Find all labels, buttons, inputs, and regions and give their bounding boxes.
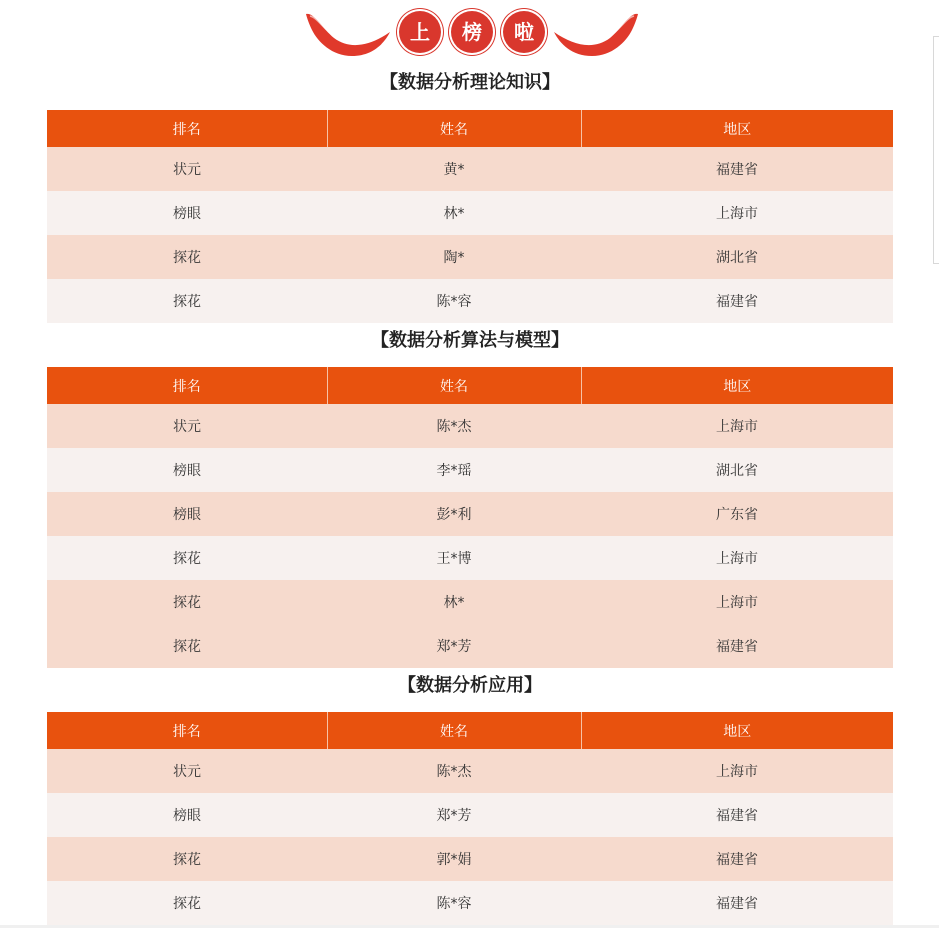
table-row xyxy=(47,404,893,448)
cell-rank: 探花 xyxy=(47,881,327,925)
cell-rank: 状元 xyxy=(47,749,327,793)
cell-rank: 榜眼 xyxy=(47,191,327,235)
cell-name: 林* xyxy=(327,580,581,624)
cell-region: 上海市 xyxy=(581,191,893,235)
cell-name: 陶* xyxy=(327,235,581,279)
cell-name: 陈*容 xyxy=(327,279,581,323)
ranking-table-application xyxy=(47,712,893,925)
cell-region: 福建省 xyxy=(581,793,893,837)
table-row xyxy=(47,448,893,492)
cell-region: 上海市 xyxy=(581,404,893,448)
ranking-banner xyxy=(300,4,640,60)
table-header-row xyxy=(47,110,893,147)
cell-name: 林* xyxy=(327,191,581,235)
ribbon-left-icon xyxy=(304,10,392,58)
banner-char-3: 啦 xyxy=(503,11,545,53)
cell-rank: 榜眼 xyxy=(47,448,327,492)
cell-rank: 状元 xyxy=(47,147,327,191)
header-rank: 排名 xyxy=(47,367,327,404)
cell-name: 李*瑶 xyxy=(327,448,581,492)
cell-region: 福建省 xyxy=(581,837,893,881)
cell-region: 福建省 xyxy=(581,881,893,925)
header-name: 姓名 xyxy=(327,367,581,404)
cell-rank: 探花 xyxy=(47,536,327,580)
table-row xyxy=(47,191,893,235)
cell-region: 上海市 xyxy=(581,749,893,793)
table-row xyxy=(47,837,893,881)
table-row xyxy=(47,793,893,837)
header-name: 姓名 xyxy=(327,110,581,147)
cell-name: 彭*利 xyxy=(327,492,581,536)
table-row xyxy=(47,279,893,323)
cell-rank: 探花 xyxy=(47,624,327,668)
cell-region: 湖北省 xyxy=(581,235,893,279)
cell-name: 陈*容 xyxy=(327,881,581,925)
cell-region: 福建省 xyxy=(581,279,893,323)
table-row xyxy=(47,536,893,580)
cell-rank: 榜眼 xyxy=(47,492,327,536)
cell-rank: 探花 xyxy=(47,279,327,323)
banner-char-2: 榜 xyxy=(451,11,493,53)
table-row xyxy=(47,235,893,279)
cell-name: 陈*杰 xyxy=(327,404,581,448)
cell-rank: 探花 xyxy=(47,837,327,881)
cell-region: 上海市 xyxy=(581,536,893,580)
table-header-row xyxy=(47,712,893,749)
table-row xyxy=(47,580,893,624)
cell-name: 郑*芳 xyxy=(327,793,581,837)
ranking-table-algorithms xyxy=(47,367,893,668)
side-panel-edge xyxy=(933,36,939,264)
cell-name: 郭*娟 xyxy=(327,837,581,881)
cell-name: 黄* xyxy=(327,147,581,191)
table-row xyxy=(47,881,893,925)
table-row xyxy=(47,147,893,191)
cell-region: 广东省 xyxy=(581,492,893,536)
table-row xyxy=(47,492,893,536)
cell-region: 湖北省 xyxy=(581,448,893,492)
header-region: 地区 xyxy=(581,110,893,147)
cell-region: 福建省 xyxy=(581,147,893,191)
header-rank: 排名 xyxy=(47,712,327,749)
cell-region: 福建省 xyxy=(581,624,893,668)
table-row xyxy=(47,749,893,793)
header-name: 姓名 xyxy=(327,712,581,749)
cell-rank: 探花 xyxy=(47,580,327,624)
ribbon-right-icon xyxy=(552,10,640,58)
section-title-application: 【数据分析应用】 xyxy=(398,675,542,696)
cell-region: 上海市 xyxy=(581,580,893,624)
table-header-row xyxy=(47,367,893,404)
cell-name: 陈*杰 xyxy=(327,749,581,793)
header-rank: 排名 xyxy=(47,110,327,147)
ranking-table-theory xyxy=(47,110,893,323)
banner-char-1: 上 xyxy=(399,11,441,53)
header-region: 地区 xyxy=(581,367,893,404)
cell-name: 王*博 xyxy=(327,536,581,580)
cell-rank: 榜眼 xyxy=(47,793,327,837)
cell-rank: 状元 xyxy=(47,404,327,448)
header-region: 地区 xyxy=(581,712,893,749)
section-title-algorithms: 【数据分析算法与模型】 xyxy=(371,330,569,351)
table-row xyxy=(47,624,893,668)
cell-name: 郑*芳 xyxy=(327,624,581,668)
section-title-theory: 【数据分析理论知识】 xyxy=(380,72,560,93)
cell-rank: 探花 xyxy=(47,235,327,279)
